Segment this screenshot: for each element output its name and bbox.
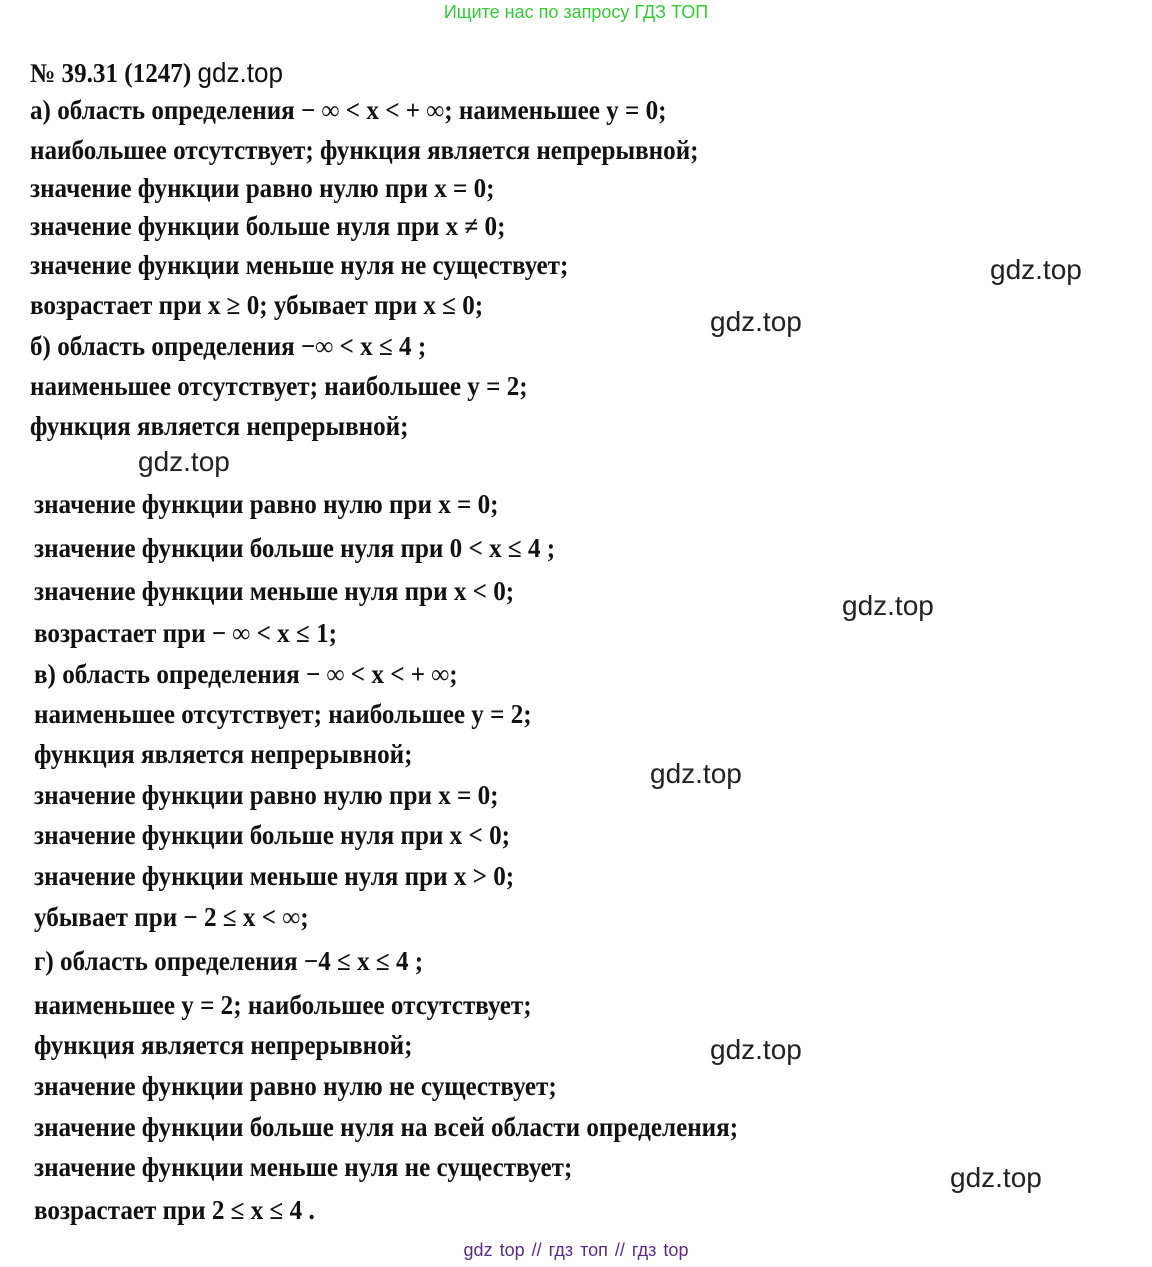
- solution-line: значение функции равно нулю при x = 0;: [34, 489, 499, 519]
- watermark: gdz.top: [650, 758, 742, 789]
- solution-line: в) область определения − ∞ < x < + ∞;: [34, 659, 458, 689]
- solution-line: значение функции равно нулю не существует;: [34, 1071, 557, 1101]
- solution-line: наибольшее отсутствует; функция является непрерывной;: [30, 135, 699, 165]
- solution-line: значение функции равно нулю при x = 0;: [34, 780, 499, 810]
- solution-line: наименьшее отсутствует; наибольшее y = 2;: [30, 371, 528, 401]
- solution-line: г) область определения −4 ≤ x ≤ 4 ;: [34, 946, 424, 976]
- problem-title: [30, 57, 283, 89]
- solution-line: убывает при − 2 ≤ x < ∞;: [34, 902, 309, 932]
- solution-line: наименьшее y = 2; наибольшее отсутствует;: [34, 990, 532, 1020]
- title-watermark: gdz.top: [197, 57, 283, 88]
- solution-line: значение функции меньше нуля не существует;: [30, 250, 569, 280]
- solution-line: возрастает при 2 ≤ x ≤ 4 .: [34, 1195, 315, 1225]
- solution-line: функция является непрерывной;: [30, 411, 409, 441]
- solution-line: возрастает при x ≥ 0; убывает при x ≤ 0;: [30, 290, 484, 320]
- solution-line: значение функции равно нулю при x = 0;: [30, 173, 495, 203]
- solution-line: а) область определения − ∞ < x < + ∞; наименьшее y = 0;: [30, 95, 667, 125]
- solution-line: значение функции меньше нуля при x < 0;: [34, 576, 515, 606]
- solution-line: значение функции больше нуля при x < 0;: [34, 820, 511, 850]
- watermark: gdz.top: [842, 590, 934, 621]
- watermark: gdz.top: [950, 1162, 1042, 1193]
- solution-line: функция является непрерывной;: [34, 1030, 413, 1060]
- solution-line: значение функции больше нуля при 0 < x ≤ 4 ;: [34, 533, 556, 563]
- solution-line: значение функции больше нуля на всей области определения;: [34, 1112, 739, 1142]
- footer-watermark: gdz top // гдз топ // гдз top: [463, 1240, 689, 1260]
- solution-line: значение функции меньше нуля при x > 0;: [34, 861, 515, 891]
- watermark: gdz.top: [710, 1034, 802, 1065]
- solution-line: функция является непрерывной;: [34, 739, 413, 769]
- watermark: gdz.top: [710, 306, 802, 337]
- solution-line: б) область определения −∞ < x ≤ 4 ;: [30, 331, 427, 361]
- solution-line: значение функции меньше нуля не существует;: [34, 1152, 573, 1182]
- solution-line: возрастает при − ∞ < x ≤ 1;: [34, 618, 337, 648]
- watermark: gdz.top: [990, 254, 1082, 285]
- solution-line: наименьшее отсутствует; наибольшее y = 2;: [34, 699, 532, 729]
- problem-number: № 39.31 (1247): [30, 58, 192, 88]
- solution-line: значение функции больше нуля при x ≠ 0;: [30, 211, 506, 241]
- search-hint-banner: Ищите нас по запросу ГДЗ ТОП: [443, 2, 709, 22]
- watermark: gdz.top: [138, 446, 230, 477]
